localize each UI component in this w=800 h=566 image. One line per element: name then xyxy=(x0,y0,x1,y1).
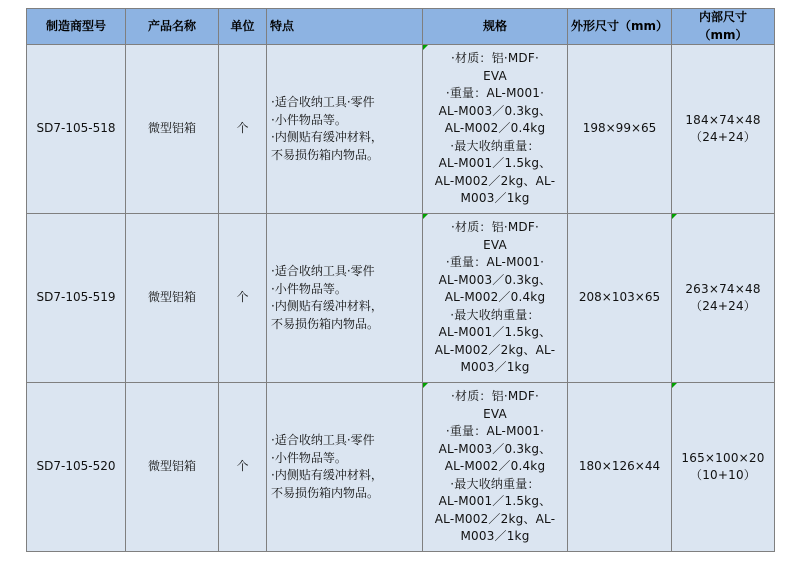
cell-code: SD7-105-520 xyxy=(27,383,126,552)
cell-specs-line: ·材质：铝·MDF· xyxy=(451,220,539,235)
cell-features-line: ·小件物品等。 xyxy=(271,450,347,465)
cell-specs xyxy=(423,383,568,552)
cell-specs-line: AL-M001／1.5kg、 xyxy=(438,156,552,171)
header-unit: 单位 xyxy=(219,9,267,45)
cell-specs-line: M003／1kg xyxy=(460,191,530,206)
cell-outer-size: 208×103×65 xyxy=(568,214,672,383)
cell-features-line: ·适合收纳工具·零件 xyxy=(271,433,375,447)
cell-code: SD7-105-518 xyxy=(27,45,126,214)
header-features: 特点 xyxy=(267,9,423,45)
cell-unit: 个 xyxy=(219,383,267,552)
cell-inner-size-line: （10+10） xyxy=(690,468,756,482)
cell-features-line: ·适合收纳工具·零件 xyxy=(271,264,375,278)
table-row xyxy=(27,383,775,552)
cell-specs-line: ·材质：铝·MDF· xyxy=(451,51,539,66)
cell-specs-line: ·最大收纳重量： xyxy=(450,138,540,153)
cell-specs xyxy=(423,214,568,383)
cell-specs-line: M003／1kg xyxy=(460,529,530,544)
cell-specs-line: AL-M001／1.5kg、 xyxy=(438,325,552,340)
comment-marker-icon xyxy=(423,383,428,388)
header-row xyxy=(27,9,775,45)
cell-name: 微型铝箱 xyxy=(126,45,219,214)
header-inner-size xyxy=(672,9,775,45)
cell-code: SD7-105-519 xyxy=(27,214,126,383)
cell-name: 微型铝箱 xyxy=(126,383,219,552)
cell-features-line: ·小件物品等。 xyxy=(271,112,347,127)
table-row xyxy=(27,45,775,214)
header-inner-size-unit: （mm） xyxy=(698,27,748,42)
cell-specs-line: AL-M002／2kg、AL- xyxy=(434,342,556,357)
cell-features-line: 不易损伤箱内物品。 xyxy=(271,316,380,331)
cell-inner-size xyxy=(672,214,775,383)
cell-specs-line: AL-M001／1.5kg、 xyxy=(438,494,552,509)
cell-features-line: 不易损伤箱内物品。 xyxy=(271,485,380,500)
cell-specs-line: AL-M002／0.4kg xyxy=(444,459,546,474)
cell-inner-size xyxy=(672,45,775,214)
cell-features xyxy=(267,383,423,552)
cell-specs-line: ·最大收纳重量： xyxy=(450,476,540,491)
comment-marker-icon xyxy=(672,214,677,219)
cell-unit: 个 xyxy=(219,45,267,214)
cell-features-line: ·内侧贴有缓冲材料， xyxy=(271,299,383,313)
header-outer-size: 外形尺寸（mm） xyxy=(568,9,672,45)
cell-features-line: 不易损伤箱内物品。 xyxy=(271,147,380,162)
cell-specs-line: ·重量：AL-M001· xyxy=(445,424,545,439)
table-row xyxy=(27,214,775,383)
cell-features xyxy=(267,45,423,214)
header-inner-size-label: 内部尺寸 xyxy=(698,10,747,24)
cell-inner-size-line: （24+24） xyxy=(690,299,756,313)
cell-specs xyxy=(423,45,568,214)
cell-specs-line: ·重量：AL-M001· xyxy=(445,86,545,101)
cell-specs-line: ·最大收纳重量： xyxy=(450,307,540,322)
comment-marker-icon xyxy=(672,383,677,388)
cell-specs-line: ·重量：AL-M001· xyxy=(445,255,545,270)
cell-inner-size-line: 263×74×48 xyxy=(685,281,761,296)
cell-features xyxy=(267,214,423,383)
cell-specs-line: AL-M003／0.3kg、 xyxy=(438,441,552,456)
cell-specs-line: EVA xyxy=(483,237,507,252)
cell-specs-line: AL-M002／0.4kg xyxy=(444,121,546,136)
header-code: 制造商型号 xyxy=(27,9,126,45)
cell-features-line: ·内侧贴有缓冲材料， xyxy=(271,468,383,482)
cell-inner-size-line: 184×74×48 xyxy=(685,112,761,127)
cell-name: 微型铝箱 xyxy=(126,214,219,383)
comment-marker-icon xyxy=(423,214,428,219)
cell-specs-line: ·材质：铝·MDF· xyxy=(451,389,539,404)
cell-specs-line: AL-M003／0.3kg、 xyxy=(438,272,552,287)
cell-features-line: ·适合收纳工具·零件 xyxy=(271,95,375,109)
cell-specs-line: AL-M003／0.3kg、 xyxy=(438,103,552,118)
cell-specs-line: AL-M002／2kg、AL- xyxy=(434,511,556,526)
cell-unit: 个 xyxy=(219,214,267,383)
cell-specs-line: AL-M002／2kg、AL- xyxy=(434,173,556,188)
header-specs: 规格 xyxy=(423,9,568,45)
cell-outer-size: 198×99×65 xyxy=(568,45,672,214)
header-name: 产品名称 xyxy=(126,9,219,45)
comment-marker-icon xyxy=(423,45,428,50)
cell-inner-size xyxy=(672,383,775,552)
product-spec-table xyxy=(26,8,775,552)
cell-specs-line: AL-M002／0.4kg xyxy=(444,290,546,305)
cell-inner-size-line: （24+24） xyxy=(690,130,756,144)
cell-specs-line: M003／1kg xyxy=(460,360,530,375)
cell-specs-line: EVA xyxy=(483,406,507,421)
cell-specs-line: EVA xyxy=(483,68,507,83)
cell-features-line: ·小件物品等。 xyxy=(271,281,347,296)
cell-features-line: ·内侧贴有缓冲材料， xyxy=(271,130,383,144)
cell-inner-size-line: 165×100×20 xyxy=(681,450,765,465)
cell-outer-size: 180×126×44 xyxy=(568,383,672,552)
